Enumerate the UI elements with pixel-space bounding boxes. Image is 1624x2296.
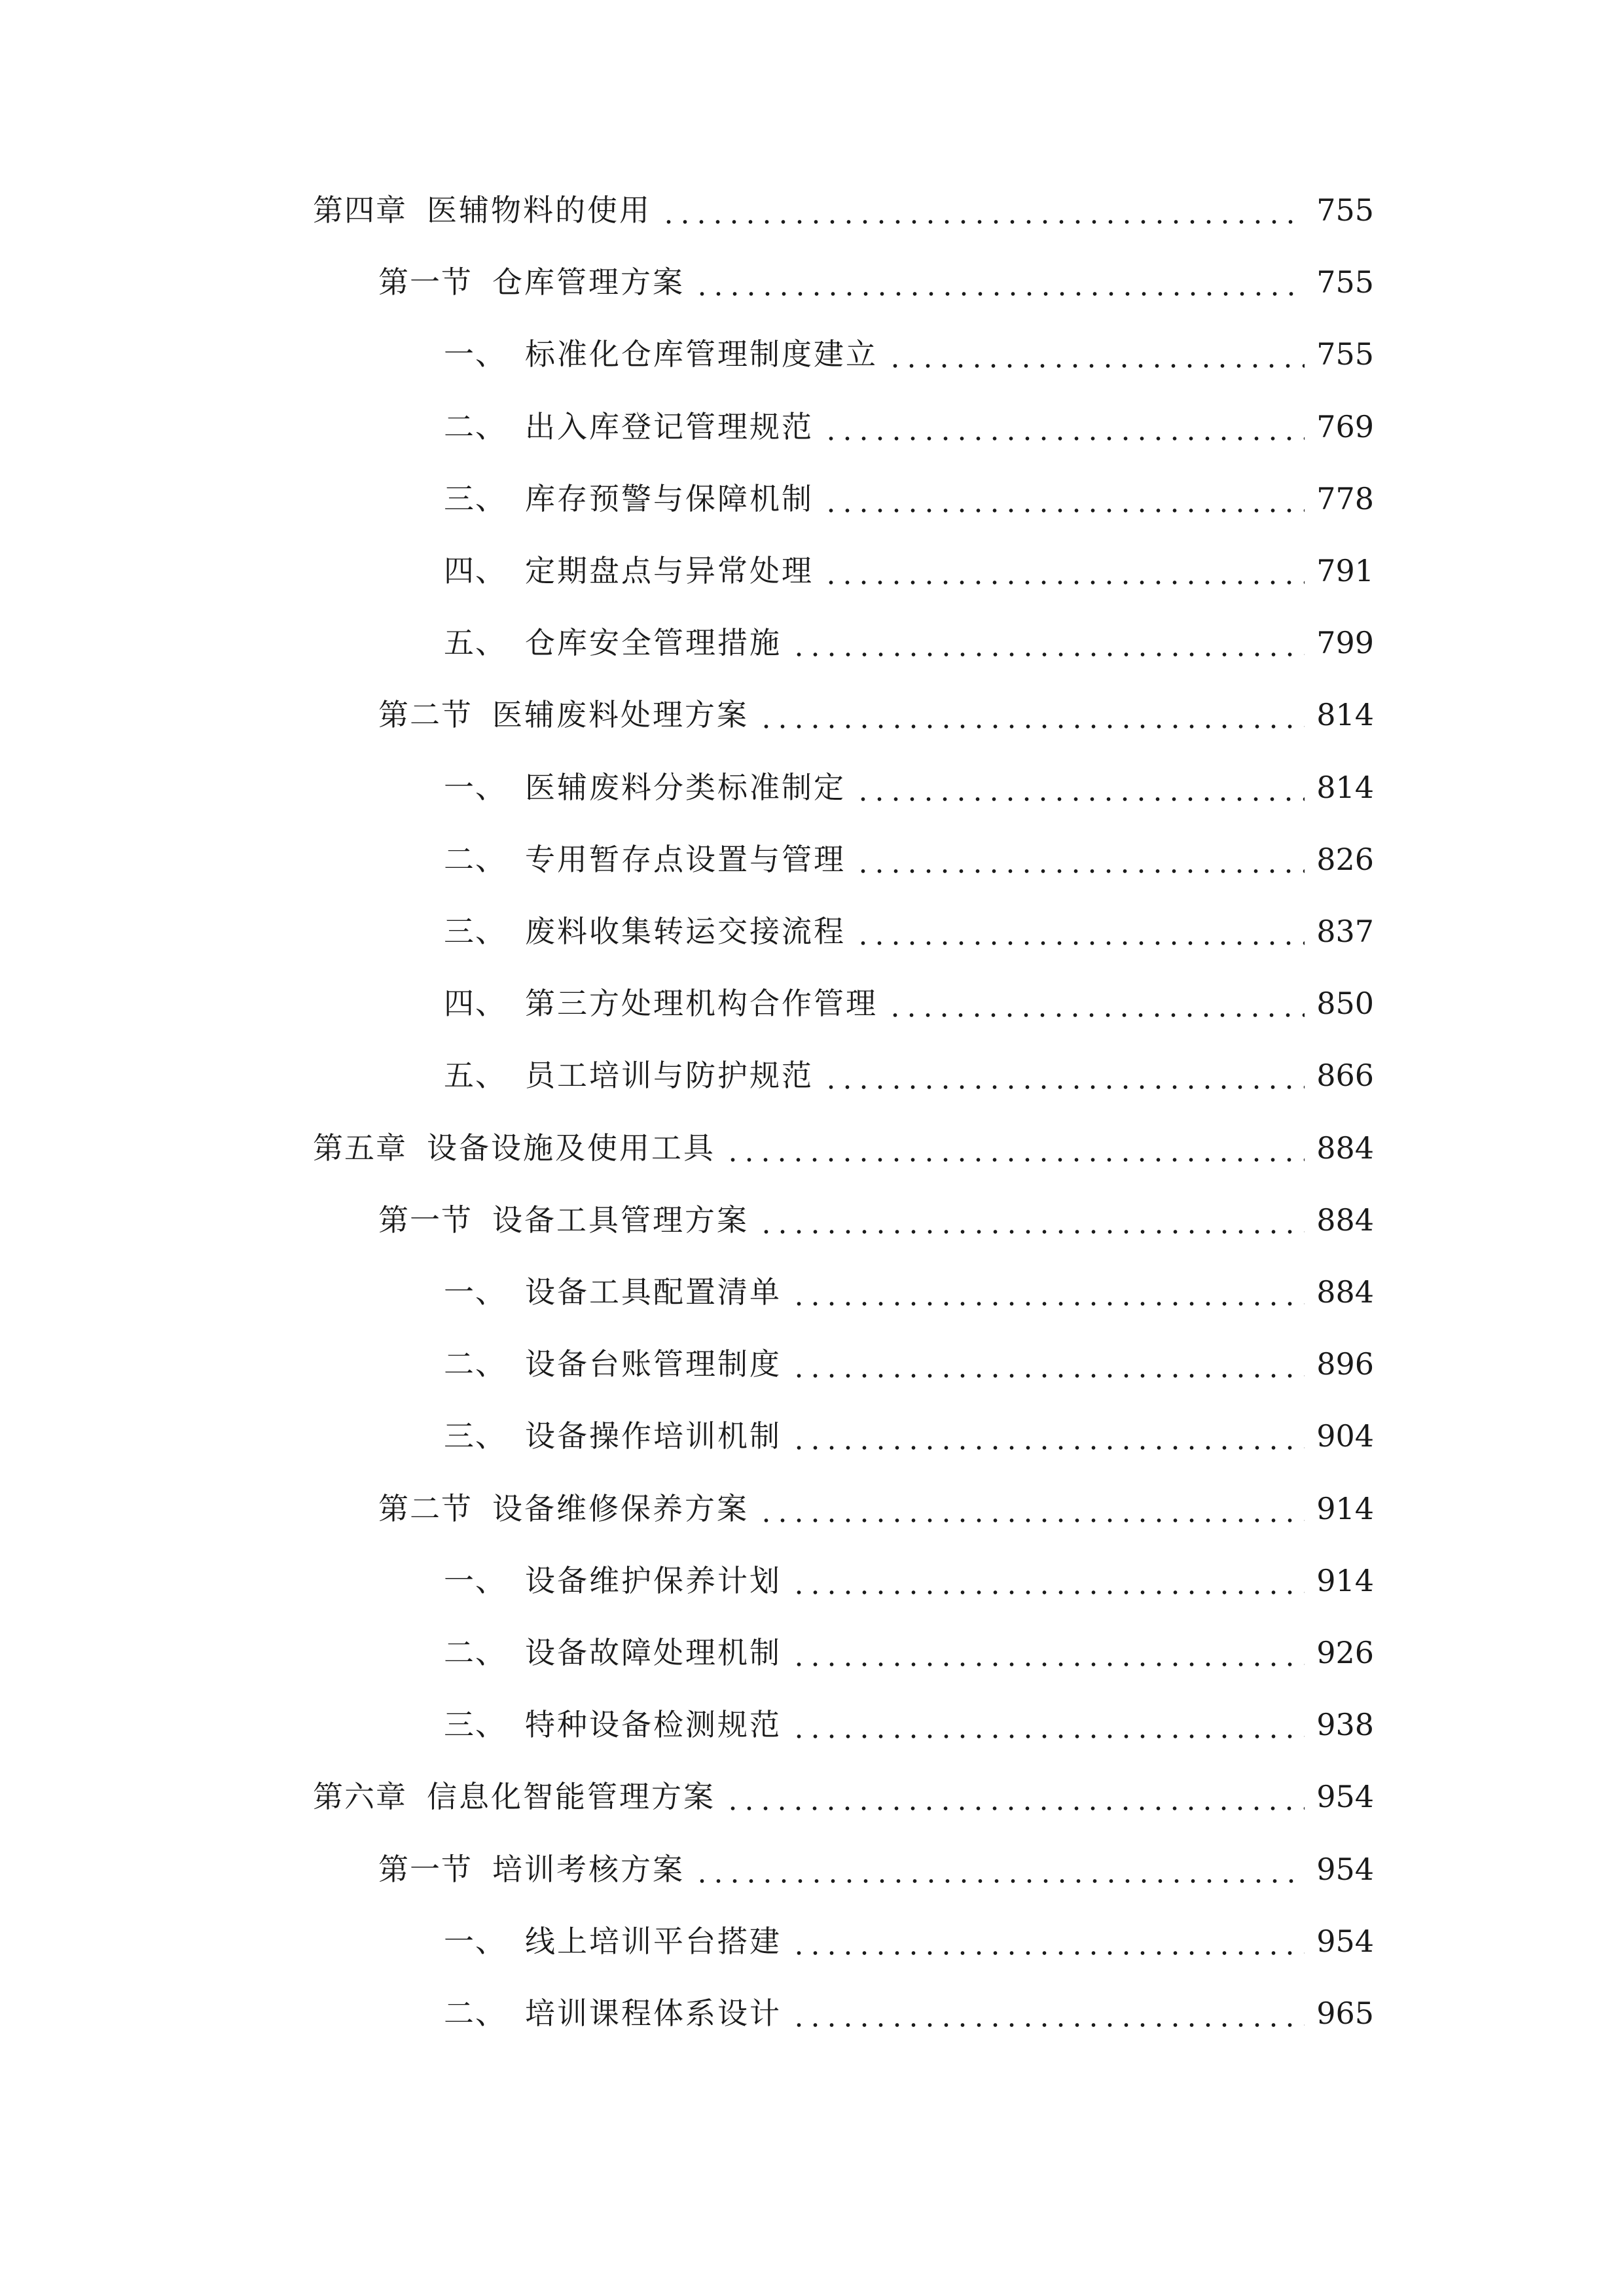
toc-entry-prefix: 第一节 bbox=[378, 264, 473, 300]
toc-entry-prefix: 二、 bbox=[444, 1346, 507, 1382]
toc-entry-page-number: 799 bbox=[1316, 625, 1374, 661]
toc-dot-leader bbox=[791, 1918, 1305, 1964]
toc-entry-prefix: 一、 bbox=[444, 336, 507, 372]
toc-entry-title: 设备工具配置清单 bbox=[525, 1274, 782, 1310]
toc-entry-page-number: 755 bbox=[1316, 336, 1374, 372]
toc-entry[interactable] bbox=[444, 620, 1374, 666]
toc-entry[interactable] bbox=[444, 1269, 1374, 1315]
toc-entry[interactable] bbox=[444, 476, 1374, 522]
toc-entry-prefix: 第二节 bbox=[378, 697, 473, 733]
toc-entry-title: 线上培训平台搭建 bbox=[525, 1923, 782, 1959]
toc-entry[interactable] bbox=[444, 404, 1374, 450]
toc-entry-prefix: 第五章 bbox=[313, 1130, 407, 1166]
toc-dot-leader bbox=[758, 692, 1305, 738]
toc-dot-leader bbox=[791, 1413, 1305, 1459]
toc-entry-page-number: 904 bbox=[1316, 1418, 1374, 1454]
toc-dot-leader bbox=[823, 404, 1305, 450]
toc-entry-prefix: 第一节 bbox=[378, 1851, 473, 1887]
toc-dot-leader bbox=[791, 1558, 1305, 1604]
toc-entry-page-number: 914 bbox=[1316, 1490, 1374, 1526]
toc-entry-prefix: 一、 bbox=[444, 769, 507, 805]
toc-entry-prefix: 二、 bbox=[444, 1635, 507, 1670]
toc-entry[interactable] bbox=[444, 980, 1374, 1026]
toc-entry-page-number: 938 bbox=[1316, 1707, 1374, 1743]
toc-entry-title: 特种设备检测规范 bbox=[525, 1707, 782, 1743]
toc-entry-page-number: 850 bbox=[1316, 986, 1374, 1022]
toc-entry-prefix: 五、 bbox=[444, 1058, 507, 1094]
toc-entry-page-number: 884 bbox=[1316, 1202, 1374, 1238]
toc-entry-prefix: 三、 bbox=[444, 1707, 507, 1743]
toc-entry-prefix: 一、 bbox=[444, 1923, 507, 1959]
toc-entry-title: 仓库安全管理措施 bbox=[525, 625, 782, 661]
toc-entry[interactable] bbox=[444, 1052, 1374, 1098]
toc-dot-leader bbox=[791, 620, 1305, 666]
toc-dot-leader bbox=[660, 187, 1305, 233]
toc-entry-page-number: 965 bbox=[1316, 1996, 1374, 2031]
toc-entry-title: 设备操作培训机制 bbox=[525, 1418, 782, 1454]
toc-entry[interactable] bbox=[378, 692, 1374, 738]
toc-dot-leader bbox=[855, 908, 1305, 954]
toc-entry[interactable] bbox=[444, 548, 1374, 594]
toc-entry[interactable] bbox=[378, 1197, 1374, 1243]
toc-dot-leader bbox=[791, 1269, 1305, 1315]
toc-dot-leader bbox=[823, 476, 1305, 522]
toc-entry-prefix: 一、 bbox=[444, 1274, 507, 1310]
toc-entry-title: 第三方处理机构合作管理 bbox=[525, 986, 878, 1022]
toc-entry-prefix: 第二节 bbox=[378, 1490, 473, 1526]
toc-entry-title: 库存预警与保障机制 bbox=[525, 480, 814, 516]
toc-entry-page-number: 778 bbox=[1316, 480, 1374, 516]
toc-dot-leader bbox=[791, 1341, 1305, 1387]
toc-entry-title: 培训考核方案 bbox=[492, 1851, 685, 1887]
toc-entry-title: 医辅废料分类标准制定 bbox=[525, 769, 846, 805]
toc-entry-prefix: 第一节 bbox=[378, 1202, 473, 1238]
toc-entry-page-number: 791 bbox=[1316, 553, 1374, 588]
toc-entry[interactable] bbox=[313, 1774, 1374, 1820]
toc-entry[interactable] bbox=[313, 1125, 1374, 1171]
toc-entry-prefix: 一、 bbox=[444, 1562, 507, 1598]
toc-dot-leader bbox=[823, 548, 1305, 594]
toc-entry-title: 设备故障处理机制 bbox=[525, 1635, 782, 1670]
toc-entry-prefix: 二、 bbox=[444, 1996, 507, 2031]
toc-entry[interactable] bbox=[444, 1558, 1374, 1604]
toc-entry-prefix: 三、 bbox=[444, 480, 507, 516]
toc-entry-page-number: 954 bbox=[1316, 1779, 1374, 1815]
toc-dot-leader bbox=[758, 1486, 1305, 1532]
toc-entry-page-number: 814 bbox=[1316, 697, 1374, 733]
toc-dot-leader bbox=[791, 1630, 1305, 1676]
toc-entry-page-number: 954 bbox=[1316, 1923, 1374, 1959]
toc-entry[interactable] bbox=[444, 1413, 1374, 1459]
toc-entry[interactable] bbox=[444, 1630, 1374, 1676]
toc-entry[interactable] bbox=[444, 908, 1374, 954]
toc-entry-title: 员工培训与防护规范 bbox=[525, 1058, 814, 1094]
toc-entry[interactable] bbox=[444, 1990, 1374, 2036]
toc-dot-leader bbox=[823, 1052, 1305, 1098]
toc-entry-title: 定期盘点与异常处理 bbox=[525, 553, 814, 588]
toc-entry-page-number: 884 bbox=[1316, 1274, 1374, 1310]
toc-entry-prefix: 第四章 bbox=[313, 192, 407, 228]
toc-entry-title: 废料收集转运交接流程 bbox=[525, 914, 846, 949]
toc-entry-title: 设备台账管理制度 bbox=[525, 1346, 782, 1382]
toc-entry-title: 出入库登记管理规范 bbox=[525, 408, 814, 444]
toc-entry-page-number: 755 bbox=[1316, 264, 1374, 300]
toc-entry[interactable] bbox=[444, 836, 1374, 882]
toc-entry[interactable] bbox=[444, 1702, 1374, 1748]
toc-dot-leader bbox=[887, 331, 1305, 377]
toc-entry[interactable] bbox=[444, 331, 1374, 377]
toc-entry[interactable] bbox=[444, 1341, 1374, 1387]
toc-dot-leader bbox=[791, 1990, 1305, 2036]
toc-dot-leader bbox=[855, 764, 1305, 810]
toc-entry-title: 培训课程体系设计 bbox=[525, 1996, 782, 2031]
toc-entry[interactable] bbox=[378, 259, 1374, 305]
toc-entry[interactable] bbox=[444, 1918, 1374, 1964]
toc-entry-prefix: 四、 bbox=[444, 986, 507, 1022]
toc-entry-page-number: 866 bbox=[1316, 1058, 1374, 1094]
toc-entry-page-number: 826 bbox=[1316, 841, 1374, 877]
toc-entry-prefix: 四、 bbox=[444, 553, 507, 588]
toc-entry-title: 专用暂存点设置与管理 bbox=[525, 841, 846, 877]
toc-entry-title: 医辅废料处理方案 bbox=[492, 697, 749, 733]
toc-entry-title: 仓库管理方案 bbox=[492, 264, 685, 300]
toc-entry[interactable] bbox=[313, 187, 1374, 233]
toc-entry-prefix: 五、 bbox=[444, 625, 507, 661]
toc-entry-title: 设备工具管理方案 bbox=[492, 1202, 749, 1238]
toc-dot-leader bbox=[887, 980, 1305, 1026]
toc-entry-title: 设备维护保养计划 bbox=[525, 1562, 782, 1598]
toc-entry[interactable] bbox=[378, 1846, 1374, 1892]
toc-entry-prefix: 三、 bbox=[444, 914, 507, 949]
toc-entry-prefix: 二、 bbox=[444, 841, 507, 877]
toc-entry-page-number: 769 bbox=[1316, 408, 1374, 444]
toc-entry-title: 信息化智能管理方案 bbox=[427, 1779, 715, 1815]
toc-dot-leader bbox=[791, 1702, 1305, 1748]
toc-entry-page-number: 837 bbox=[1316, 914, 1374, 949]
toc-entry-page-number: 914 bbox=[1316, 1562, 1374, 1598]
toc-entry-prefix: 二、 bbox=[444, 408, 507, 444]
toc-entry-prefix: 第六章 bbox=[313, 1779, 407, 1815]
toc-dot-leader bbox=[758, 1197, 1305, 1243]
toc-entry-page-number: 954 bbox=[1316, 1851, 1374, 1887]
toc-entry-page-number: 755 bbox=[1316, 192, 1374, 228]
toc-entry-page-number: 896 bbox=[1316, 1346, 1374, 1382]
toc-entry-title: 设备设施及使用工具 bbox=[427, 1130, 715, 1166]
toc-entry-title: 设备维修保养方案 bbox=[492, 1490, 749, 1526]
toc-entry-prefix: 三、 bbox=[444, 1418, 507, 1454]
toc-entry-page-number: 926 bbox=[1316, 1635, 1374, 1670]
toc-entry-page-number: 814 bbox=[1316, 769, 1374, 805]
toc-dot-leader bbox=[855, 836, 1305, 882]
toc-entry[interactable] bbox=[444, 764, 1374, 810]
toc-entry-title: 标准化仓库管理制度建立 bbox=[525, 336, 878, 372]
toc-entry-title: 医辅物料的使用 bbox=[427, 192, 651, 228]
toc-entry-page-number: 884 bbox=[1316, 1130, 1374, 1166]
toc-dot-leader bbox=[694, 259, 1305, 305]
toc-entry[interactable] bbox=[378, 1486, 1374, 1532]
toc-dot-leader bbox=[725, 1125, 1305, 1171]
toc-dot-leader bbox=[725, 1774, 1305, 1820]
toc-dot-leader bbox=[694, 1846, 1305, 1892]
